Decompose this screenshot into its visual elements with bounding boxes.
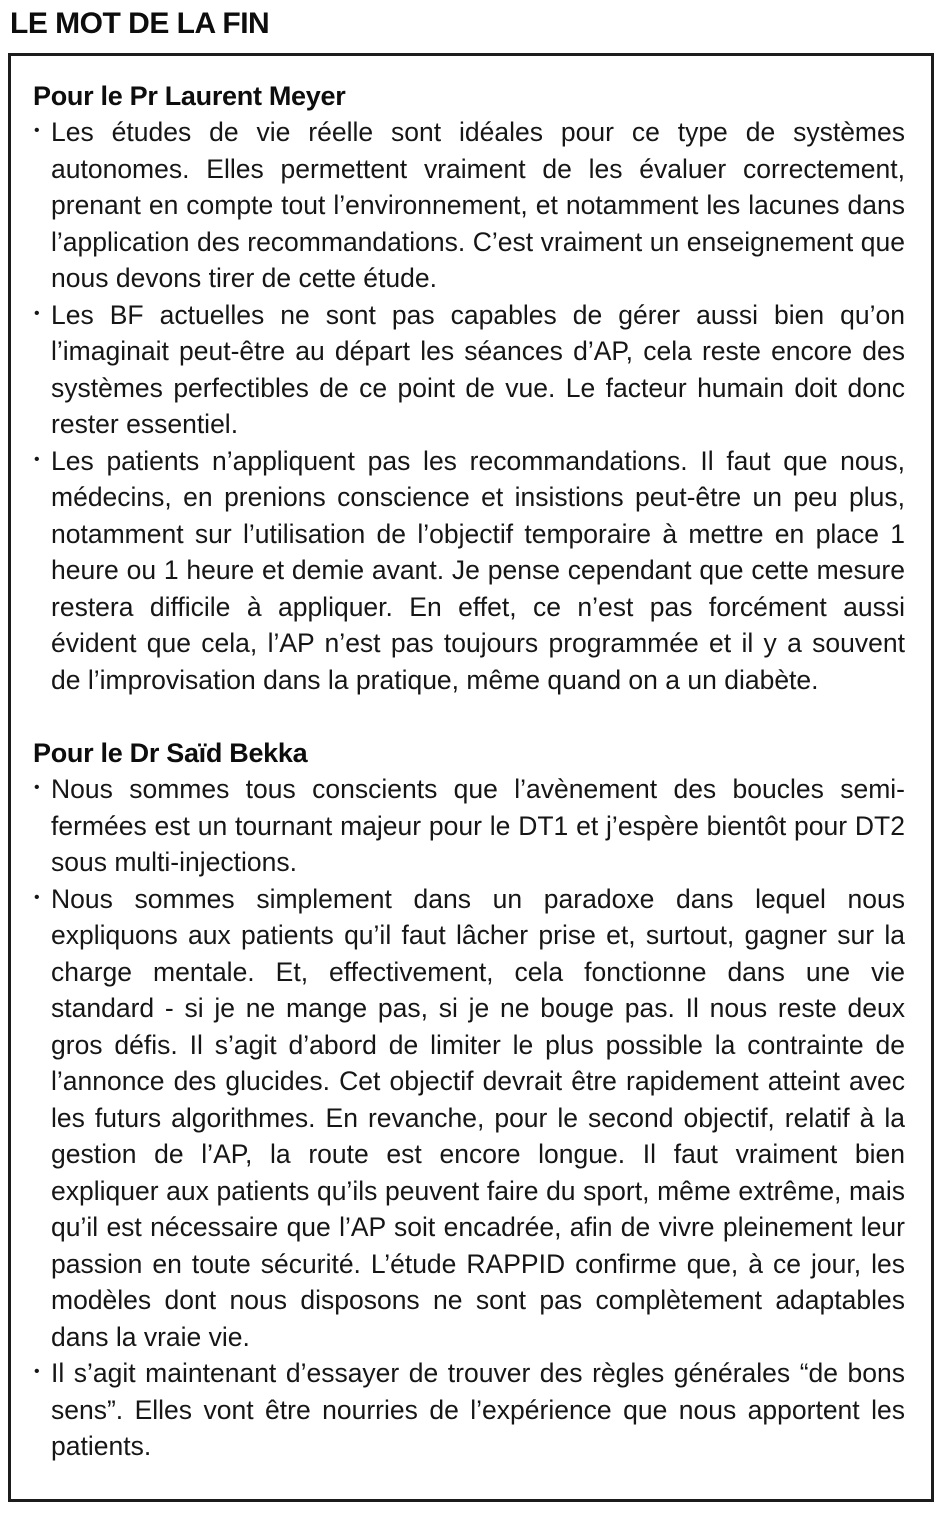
bullet-icon: • (34, 304, 40, 322)
list-item (33, 881, 905, 1356)
list-item (33, 297, 905, 443)
list-item (33, 1355, 905, 1465)
list-item (33, 443, 905, 699)
content-box (8, 53, 934, 1502)
document-page (0, 7, 942, 1502)
page-title: LE MOT DE LA FIN (10, 7, 270, 40)
list-item (33, 771, 905, 881)
section-heading-said-bekka: Pour le Dr Saïd Bekka (33, 738, 308, 768)
section-laurent-meyer (33, 78, 905, 698)
bullet-text: Les BF actuelles ne sont pas capables de gérer aussi bien qu’on l’imaginait peut-être au départ les séances d’AP, cela reste encore des systèmes perfectibles de ce point de vue. Le facteur humain doit donc rester essentiel. (51, 299, 905, 439)
list-item (33, 114, 905, 297)
bullet-text: Il s’agit maintenant d’essayer de trouver des règles générales “de bons sens”. Elles vont être nourries de l’expérience que nous apportent les patients. (51, 1358, 905, 1461)
bullet-text: Nous sommes tous conscients que l’avènement des boucles semi-fermées est un tournant majeur pour le DT1 et j’espère bientôt pour DT2 sous multi-injections. (51, 774, 905, 877)
bullet-list-laurent-meyer (33, 114, 905, 698)
bullet-icon: • (34, 779, 40, 796)
bullet-icon: • (34, 888, 40, 906)
bullet-text: Les études de vie réelle sont idéales pour ce type de systèmes autonomes. Elles permettent vraiment de les évaluer correctement, prenant en compte tout l’environnement, et notamment les lacunes dans l’application des recommandations. C’est vraiment un enseignement que nous devons tirer de cette étude. (51, 117, 905, 293)
bullet-icon: • (34, 1363, 40, 1380)
section-said-bekka (33, 735, 905, 1465)
bullet-text: Nous sommes simplement dans un paradoxe dans lequel nous expliquons aux patients qu’il faut lâcher prise et, surtout, gagner sur la charge mentale. Et, effectivement, cela fonctionne dans une vie standard - si je ne mange pas, si je ne bouge pas. Il nous reste deux gros défis. Il s’agit d’abord de limiter le plus possible la contrainte de l’annonce des glucides. Cet objectif devrait être rapidement atteint avec les futurs algorithmes. En revanche, pour le second objectif, relatif à la gestion de l’AP, la route est encore longue. Il faut vraiment bien expliquer aux patients qu’ils peuvent faire du sport, même extrême, mais qu’il est nécessaire que l’AP soit encadrée, afin de vivre pleinement leur passion en toute sécurité. L’étude RAPPID confirme que, à ce jour, les modèles dont nous disposons ne sont pas complètement adaptables dans la vraie vie. (51, 883, 905, 1352)
bullet-icon: • (34, 450, 40, 468)
bullet-text: Les patients n’appliquent pas les recommandations. Il faut que nous, médecins, en prenions conscience et insistions peut-être un peu plus, notamment sur l’utilisation de l’objectif temporaire à mettre en place 1 heure ou 1 heure et demie avant. Je pense cependant que cette mesure restera difficile à appliquer. En effet, ce n’est pas forcément aussi évident que cela, l’AP n’est pas toujours programmée et il y a souvent de l’improvisation dans la pratique, même quand on a un diabète. (51, 445, 905, 695)
section-heading-laurent-meyer: Pour le Pr Laurent Meyer (33, 81, 346, 111)
bullet-icon: • (34, 122, 40, 139)
bullet-list-said-bekka (33, 771, 905, 1465)
